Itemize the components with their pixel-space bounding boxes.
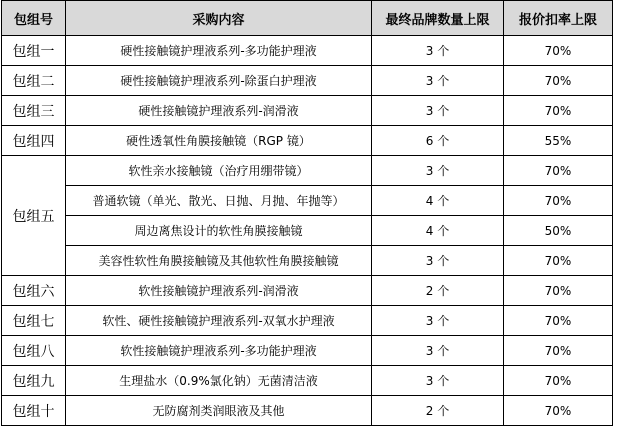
table-row [2,126,613,156]
discount-cell: 70% [504,336,613,366]
quantity-cell: 3 个 [372,306,504,336]
package-cell: 包组五 [2,156,66,276]
discount-cell: 70% [504,276,613,306]
quantity-cell: 2 个 [372,276,504,306]
quantity-cell: 3 个 [372,36,504,66]
quantity-cell: 4 个 [372,216,504,246]
quantity-cell: 6 个 [372,126,504,156]
discount-cell: 70% [504,156,613,186]
content-cell: 软性亲水接触镜（治疗用绷带镜） [66,156,372,186]
package-cell: 包组十 [2,396,66,426]
table-row [2,366,613,396]
procurement-table [1,0,613,426]
content-cell: 硬性接触镜护理液系列-多功能护理液 [66,36,372,66]
header-content: 采购内容 [66,1,372,36]
quantity-cell: 3 个 [372,156,504,186]
package-cell: 包组二 [2,66,66,96]
content-cell: 软性、硬性接触镜护理液系列-双氧水护理液 [66,306,372,336]
quantity-cell: 3 个 [372,66,504,96]
package-cell: 包组九 [2,366,66,396]
content-cell: 周边离焦设计的软性角膜接触镜 [66,216,372,246]
package-cell: 包组八 [2,336,66,366]
table-row [2,336,613,366]
discount-cell: 70% [504,186,613,216]
discount-cell: 70% [504,246,613,276]
content-cell: 无防腐剂类润眼液及其他 [66,396,372,426]
table-row [2,396,613,426]
content-cell: 硬性透氧性角膜接触镜（RGP 镜） [66,126,372,156]
discount-cell: 70% [504,306,613,336]
content-cell: 软性接触镜护理液系列-多功能护理液 [66,336,372,366]
package-cell: 包组六 [2,276,66,306]
package-cell: 包组四 [2,126,66,156]
header-quantity: 最终品牌数量上限 [372,1,504,36]
header-discount: 报价扣率上限 [504,1,613,36]
discount-cell: 70% [504,66,613,96]
content-cell: 普通软镜（单光、散光、日抛、月抛、年抛等） [66,186,372,216]
discount-cell: 70% [504,36,613,66]
content-cell: 硬性接触镜护理液系列-润滑液 [66,96,372,126]
quantity-cell: 3 个 [372,366,504,396]
table-row [2,306,613,336]
package-cell: 包组七 [2,306,66,336]
discount-cell: 70% [504,366,613,396]
quantity-cell: 2 个 [372,396,504,426]
discount-cell: 50% [504,216,613,246]
table-header-row [2,1,613,36]
quantity-cell: 3 个 [372,246,504,276]
table-row [2,36,613,66]
discount-cell: 70% [504,396,613,426]
quantity-cell: 4 个 [372,186,504,216]
quantity-cell: 3 个 [372,336,504,366]
content-cell: 生理盐水（0.9%氯化钠）无菌清洁液 [66,366,372,396]
content-cell: 软性接触镜护理液系列-润滑液 [66,276,372,306]
table-row [2,186,613,216]
discount-cell: 70% [504,96,613,126]
table-row [2,216,613,246]
package-cell: 包组一 [2,36,66,66]
table-row [2,66,613,96]
header-package: 包组号 [2,1,66,36]
table-row [2,96,613,126]
quantity-cell: 3 个 [372,96,504,126]
content-cell: 美容性软性角膜接触镜及其他软性角膜接触镜 [66,246,372,276]
table-row [2,246,613,276]
table-row [2,156,613,186]
package-cell: 包组三 [2,96,66,126]
discount-cell: 55% [504,126,613,156]
table-row [2,276,613,306]
content-cell: 硬性接触镜护理液系列-除蛋白护理液 [66,66,372,96]
